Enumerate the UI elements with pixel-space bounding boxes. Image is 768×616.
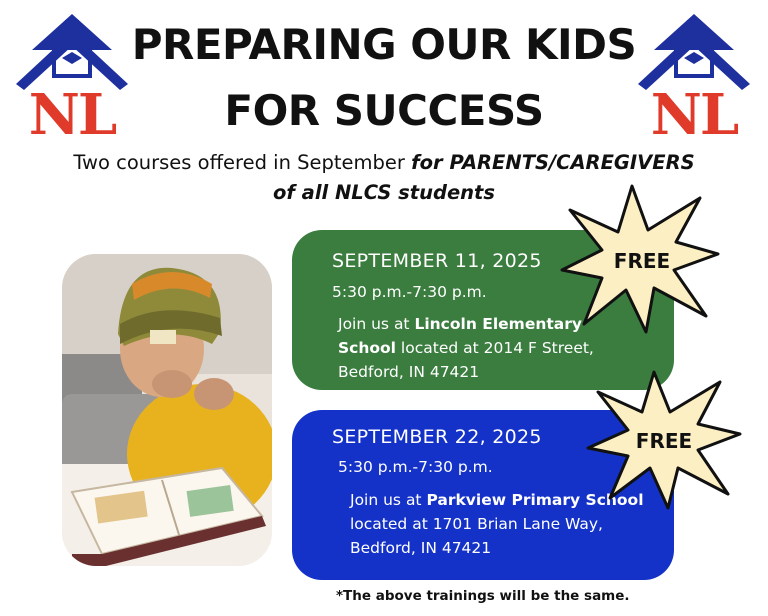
schoolhouse-logo-icon — [10, 10, 134, 138]
logo-letters: NL — [650, 82, 738, 138]
session-date: SEPTEMBER 22, 2025 — [332, 426, 542, 448]
subtitle-emphasis-2: of all NLCS students — [273, 181, 495, 204]
subtitle-text: Two courses offered in September — [73, 151, 412, 174]
subtitle-emphasis: for PARENTS/CAREGIVERS — [411, 151, 695, 174]
free-starburst-icon — [584, 370, 744, 510]
join-text: Join us at — [350, 491, 427, 509]
footnote: *The above trainings will be the same. — [336, 588, 630, 604]
address-text: located at 2014 F Street, Bedford, IN 47421 — [338, 339, 594, 381]
free-badge: FREE — [635, 429, 693, 453]
free-starburst-icon — [560, 184, 720, 334]
title-line-1: PREPARING OUR KIDS — [131, 20, 637, 69]
address-text: located at 1701 Brian Lane Way, Bedford, IN 47421 — [350, 515, 603, 557]
session-date: SEPTEMBER 11, 2025 — [332, 250, 542, 272]
school-name: Parkview Primary School — [426, 491, 644, 509]
page-title — [130, 12, 638, 144]
session-time: 5:30 p.m.-7:30 p.m. — [332, 283, 487, 301]
free-badge: FREE — [613, 249, 671, 273]
child-reading-photo — [62, 254, 272, 566]
schoolhouse-logo-icon — [632, 10, 756, 138]
title-line-2: FOR SUCCESS — [224, 86, 544, 135]
session-time: 5:30 p.m.-7:30 p.m. — [338, 458, 493, 476]
logo-letters: NL — [28, 82, 116, 138]
school-name: Lincoln Elementary School — [338, 315, 582, 357]
join-text: Join us at — [338, 315, 415, 333]
